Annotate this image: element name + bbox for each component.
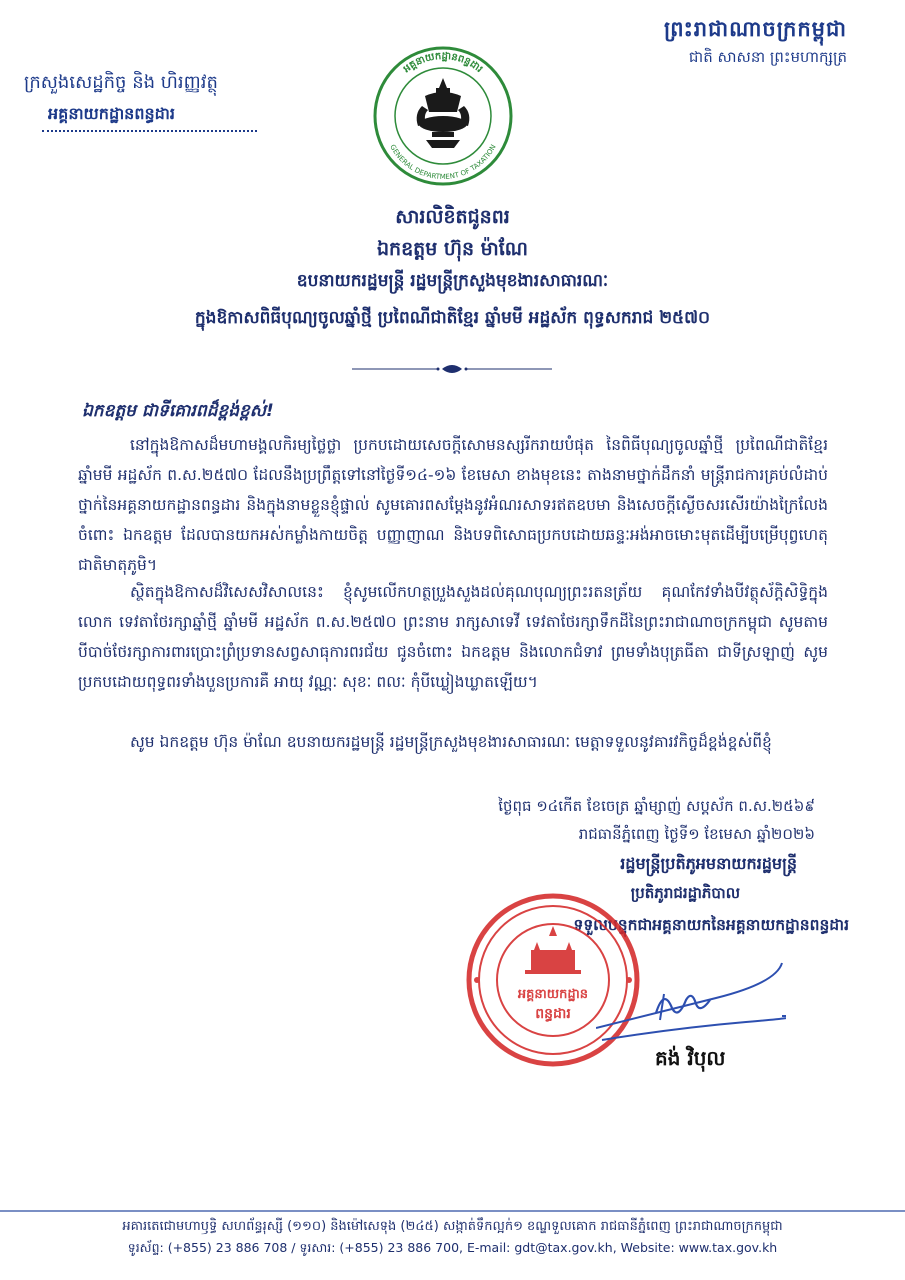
logo-top-text: អគ្គនាយកដ្ឋានពន្ធដារ [401,50,485,76]
signer-title-3: ទទួលបន្ទុកជាអគ្គនាយកនៃអគ្គនាយកដ្ឋានពន្ធដារ [573,916,849,934]
kingdom-title: ព្រះរាជាណាចក្រកម្ពុជា [663,16,847,41]
signer-title-2: ប្រតិភូរាជរដ្ឋាភិបាល [630,884,740,902]
footer-contact: ទូរស័ព្ទ: (+855) 23 886 708 / ទូរសារ: (+855) 23 886 700, E-mail: gdt@tax.gov.kh, Website: www.tax.gov.kh [127,1240,778,1255]
footer-rule [0,1210,905,1212]
logo-bottom-text: GENERAL DEPARTMENT OF TAXATION [388,143,498,182]
department-underline [42,130,257,132]
letter-type: សារលិខិតជូនពរ [395,206,510,228]
body-paragraph-1: នៅក្នុងឱកាសដ៏មហាមង្គលកិរម្យថ្លៃថ្លា ប្រកបដោយសេចក្តីសោមនស្សរីករាយបំផុត នៃពិធីបុណ្យចូលឆ្នាំថ្មី ប្រពៃណីជាតិខ្មែរ ឆ្នាំមមី អដ្ឋស័ក ព.ស.២៥៧០ ដែលនឹងប្រព្រឹត្តទៅនៅថ្ងៃទី១៤-១៦ ខែមេសា ខាងមុខនេះ តាងនាមថ្នាក់ដឹកនាំ មន្ត្រីរាជការគ្រប់លំដាប់ថ្នាក់នៃអគ្គនាយកដ្ឋានពន្ធដារ និងក្នុងនាមខ្លួនខ្ញុំផ្ទាល់ សូមគោរពសម្តែងនូវអំណរសាទរឥតឧបមា និងសេចក្តីស្ងើចសរសើរយ៉ាងក្រៃលែងចំពោះ ឯកឧត្តម ដែលបានយកអស់កម្លាំងកាយចិត្ត បញ្ញាញាណ និងបទពិសោធប្រកបដោយឆន្ទៈអង់អាចមោះមុតដើម្បីបម្រើបុព្វហេតុជាតិមាតុភូមិ។ [78,436,828,574]
signer-name: គង់ វិបុល [655,1046,726,1070]
solar-date: រាជធានីភ្នំពេញ ថ្ងៃទី១ ខែមេសា ឆ្នាំ២០២៦ [578,825,815,843]
ornament-divider [352,362,552,376]
recipient-name: ឯកឧត្តម ហ៊ុន ម៉ាណែ [377,238,528,260]
gdt-logo [370,36,516,188]
handwritten-signature [596,958,786,1058]
ministry-name: ក្រសួងសេដ្ឋកិច្ច និង ហិរញ្ញវត្ថុ [24,72,218,93]
lunar-date: ថ្ងៃពុធ ១៤កើត ខែចេត្រ ឆ្នាំម្សាញ់ សប្តស័ក ព.ស.២៥៦៩ [498,797,815,815]
svg-text:GENERAL DEPARTMENT OF TAXATION [388,143,497,181]
footer-address: អគារតេជោមហាឫទ្ធិ សហព័ន្ធរុស្សី (១១០) និងម៉ៅសេទុង (២៤៥) សង្កាត់ទឹកល្អក់១ ខណ្ឌទួលគោក រាជធានីភ្នំពេញ ព្រះរាជាណាចក្រកម្ពុជា [122,1219,783,1234]
signer-title-1: រដ្ឋមន្ត្រីប្រតិភូអមនាយករដ្ឋមន្ត្រី [620,854,797,873]
occasion-line: ក្នុងឱកាសពិធីបុណ្យចូលឆ្នាំថ្មី ប្រពៃណីជាតិខ្មែរ ឆ្នាំមមី អដ្ឋស័ក ពុទ្ធសករាជ ២៥៧០ [194,308,711,328]
body-paragraph-3: សូម ឯកឧត្តម ហ៊ុន ម៉ាណែ ឧបនាយករដ្ឋមន្ត្រី រដ្ឋមន្ត្រីក្រសួងមុខងារសាធារណៈ មេត្តាទទួលនូវគារវកិច្ចដ៏ខ្ពង់ខ្ពស់ពីខ្ញុំ [130,733,772,751]
recipient-title: ឧបនាយករដ្ឋមន្ត្រី រដ្ឋមន្ត្រីក្រសួងមុខងារសាធារណៈ [296,271,609,291]
salutation: ឯកឧត្តម ជាទីគោរពដ៏ខ្ពង់ខ្ពស់! [82,401,274,421]
kingdom-motto: ជាតិ សាសនា ព្រះមហាក្សត្រ [688,48,847,66]
body-paragraph-2: ស្ថិតក្នុងឱកាសដ៏វិសេសវិសាលនេះ ខ្ញុំសូមលើកហត្ថប្រួងសួងដល់គុណបុណ្យព្រះរតនត្រ័យ គុណកែវទាំងបីវត្ថុស័ក្តិសិទ្ធិក្នុងលោក ទេវតាថែរក្សាឆ្នាំថ្មី ឆ្នាំមមី អដ្ឋស័ក ព.ស.២៥៧០ ព្រះនាម រាក្សសាទេវី ទេវតាថែរក្សាទឹកដីនៃព្រះរាជាណាចក្រកម្ពុជា សូមតាមបីបាច់ថែរក្សាការពារប្រោះព្រំប្រទានសព្វសាធុការពរជ័យ ជូនចំពោះ ឯកឧត្តម និងលោកជំទាវ ព្រមទាំងបុត្រធីតា ជាទីស្រឡាញ់ សូមប្រកបដោយពុទ្ធពរទាំងបួនប្រការគឺ អាយុ វណ្ណៈ សុខៈ ពលៈ កុំបីឃ្លៀងឃ្លាតឡើយ។ [78,583,828,691]
department-name: អគ្គនាយកដ្ឋានពន្ធដារ [48,104,175,123]
stamp-text-1: អគ្គនាយកដ្ឋាន [517,987,589,1002]
stamp-text-2: ពន្ធដារ [535,1006,571,1022]
